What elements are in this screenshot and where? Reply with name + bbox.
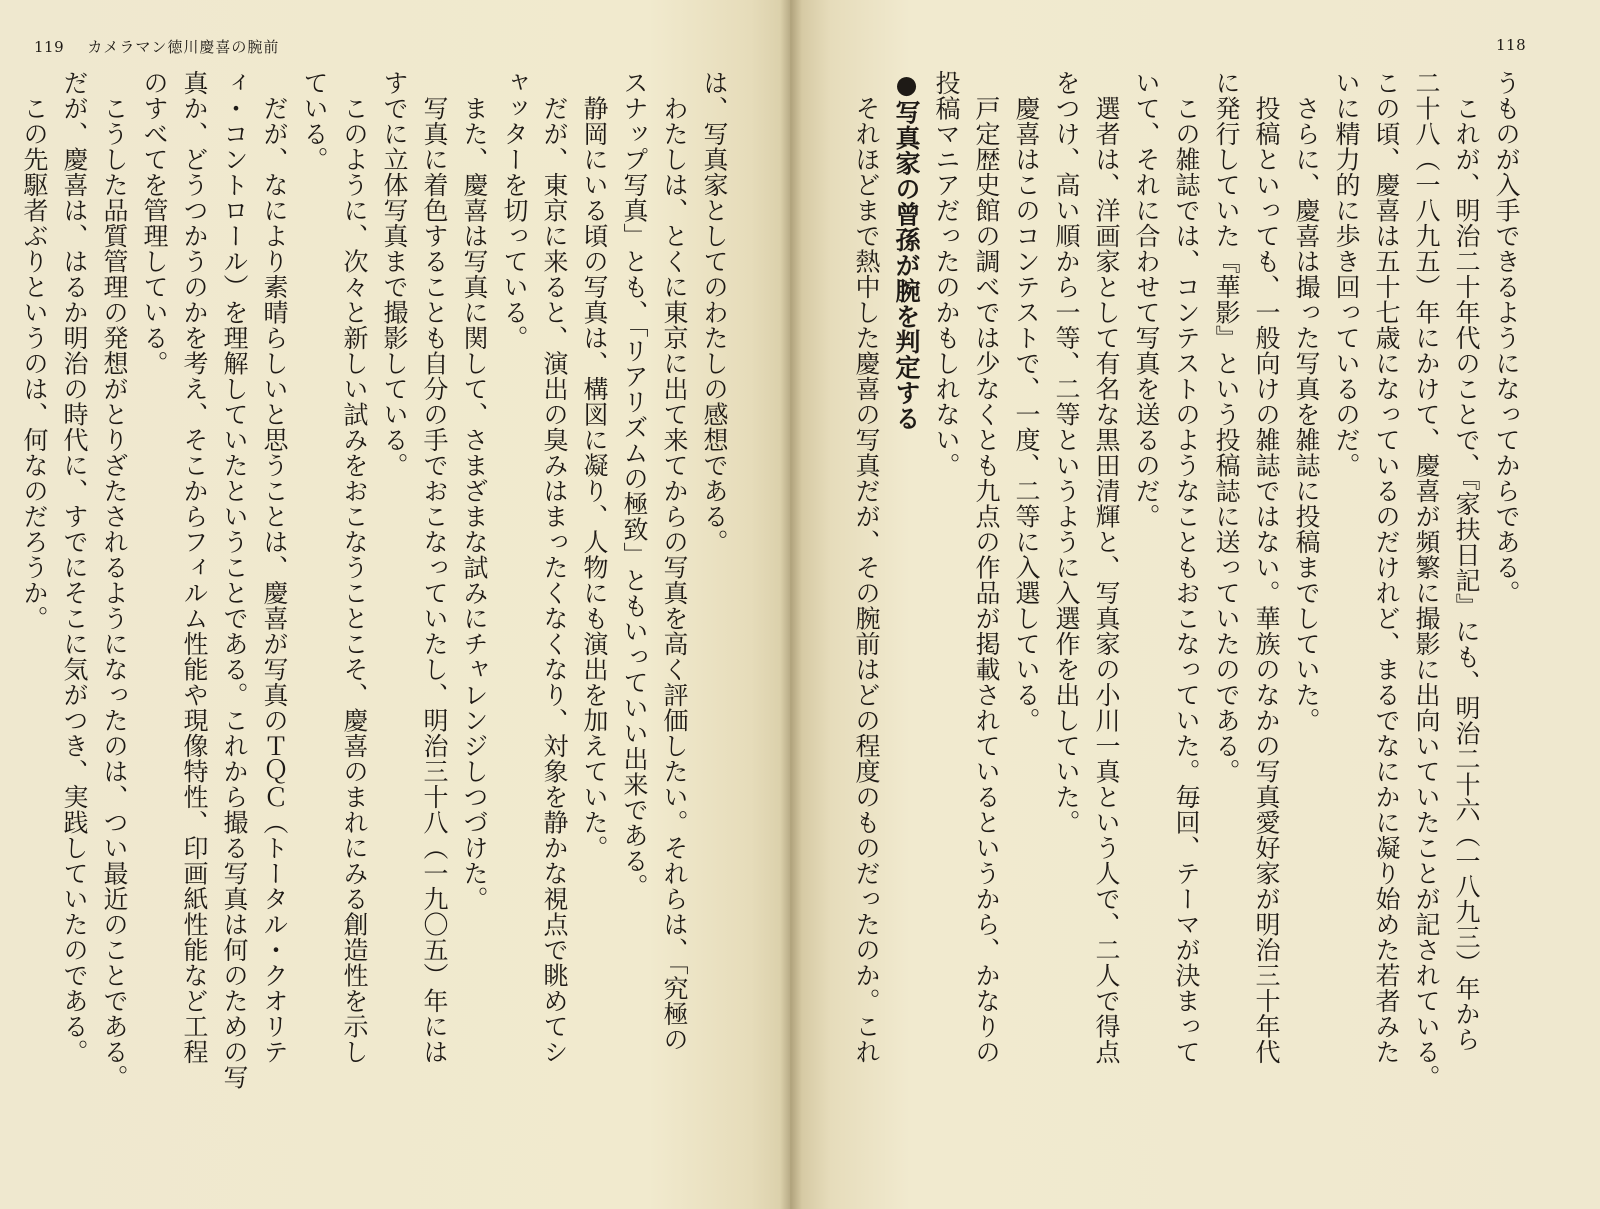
left-running-header (34, 36, 279, 57)
body-line: だが、東京に来ると、演出の臭みはまったくなくなり、対象を静かな視点で眺めてシ (540, 70, 569, 1065)
body-line: 投稿といっても、一般向けの雑誌ではない。華族のなかの写真愛好家が明治三十年代 (1252, 70, 1281, 1065)
body-line: この先駆者ぶりというのは、何なのだろうか。 (20, 70, 49, 631)
book-gutter (780, 0, 802, 1209)
body-line: ャッターを切っている。 (500, 70, 529, 351)
body-line: すでに立体写真まで撮影している。 (380, 70, 409, 478)
body-line: をつけ、高い順から一等、二等というように入選作を出していた。 (1052, 70, 1081, 835)
bullet-icon: ● (892, 70, 921, 100)
body-line: に発行していた『華影』という投稿誌に送っていたのである。 (1212, 70, 1241, 784)
body-line: だが、なにより素晴らしいと思うことは、慶喜が写真のＴＱＣ（トータル・クオリテ (260, 70, 289, 1065)
body-line: 慶喜はこのコンテストで、一度、二等に入選している。 (1012, 70, 1041, 733)
body-line: いて、それに合わせて写真を送るのだ。 (1132, 70, 1161, 529)
body-line: だが、慶喜は、はるか明治の時代に、すでにそこに気がつき、実践していたのである。 (60, 70, 89, 1065)
body-line: スナップ写真」とも、「リアリズムの極致」ともいっていい出来である。 (620, 70, 649, 899)
right-page-body (846, 70, 1526, 1200)
section-heading-text: 写真家の曾孫が腕を判定する (892, 99, 921, 431)
body-line: これが、明治二十年代のことで、『家扶日記』にも、明治二十六（一八九三）年から (1452, 70, 1481, 1052)
body-line: 選者は、洋画家として有名な黒田清輝と、写真家の小川一真という人で、二人で得点 (1092, 70, 1121, 1065)
body-line: この頃、慶喜は五十七歳になっているのだけれど、まるでなにかに凝り始めた若者みた (1372, 70, 1401, 1065)
body-line: いに精力的に歩き回っているのだ。 (1332, 70, 1361, 478)
left-page-body (14, 70, 734, 1200)
body-line: は、写真家としてのわたしの感想である。 (700, 70, 729, 555)
section-heading (886, 70, 926, 1200)
body-line: それほどまで熱中した慶喜の写真だが、その腕前はどの程度のものだったのか。これ (852, 70, 881, 1065)
left-page-number: 119 (34, 38, 65, 56)
body-line: 二十八（一八九五）年にかけて、慶喜が頻繁に撮影に出向いていたことが記されている。 (1412, 70, 1441, 1090)
right-page (790, 0, 1600, 1209)
body-line: うものが入手できるようになってからである。 (1492, 70, 1521, 606)
right-page-number: 118 (1496, 36, 1527, 54)
body-line: 静岡にいる頃の写真は、構図に凝り、人物にも演出を加えていた。 (580, 70, 609, 861)
body-line: こうした品質管理の発想がとりざたされるようになったのは、つい最近のことである。 (100, 70, 129, 1090)
body-line: 戸定歴史館の調べでは少なくとも九点の作品が掲載されているというから、かなりの (972, 70, 1001, 1065)
body-line: 写真に着色することも自分の手でおこなっていたし、明治三十八（一九〇五）年には (420, 70, 449, 1065)
body-line: また、慶喜は写真に関して、さまざまな試みにチャレンジしつづけた。 (460, 70, 489, 912)
body-line: 真か、どうつかうのかを考え、そこからフィルム性能や現像特性、印画紙性能など工程 (180, 70, 209, 1065)
body-line: わたしは、とくに東京に出て来てからの写真を高く評価したい。それらは、「究極の (660, 70, 689, 1052)
body-line: さらに、慶喜は撮った写真を雑誌に投稿までしていた。 (1292, 70, 1321, 733)
body-line: のすべてを管理している。 (140, 70, 169, 376)
body-line: ィ・コントロール）を理解していたということである。これから撮る写真は何のための写 (220, 70, 249, 1090)
body-line: ている。 (300, 70, 329, 172)
body-line: 投稿マニアだったのかもしれない。 (932, 70, 961, 478)
body-line: この雑誌では、コンテストのようなこともおこなっていた。毎回、テーマが決まって (1172, 70, 1201, 1065)
left-page (0, 0, 790, 1209)
body-line: このように、次々と新しい試みをおこなうことこそ、慶喜のまれにみる創造性を示し (340, 70, 369, 1065)
left-running-title: カメラマン徳川慶喜の腕前 (87, 38, 280, 56)
